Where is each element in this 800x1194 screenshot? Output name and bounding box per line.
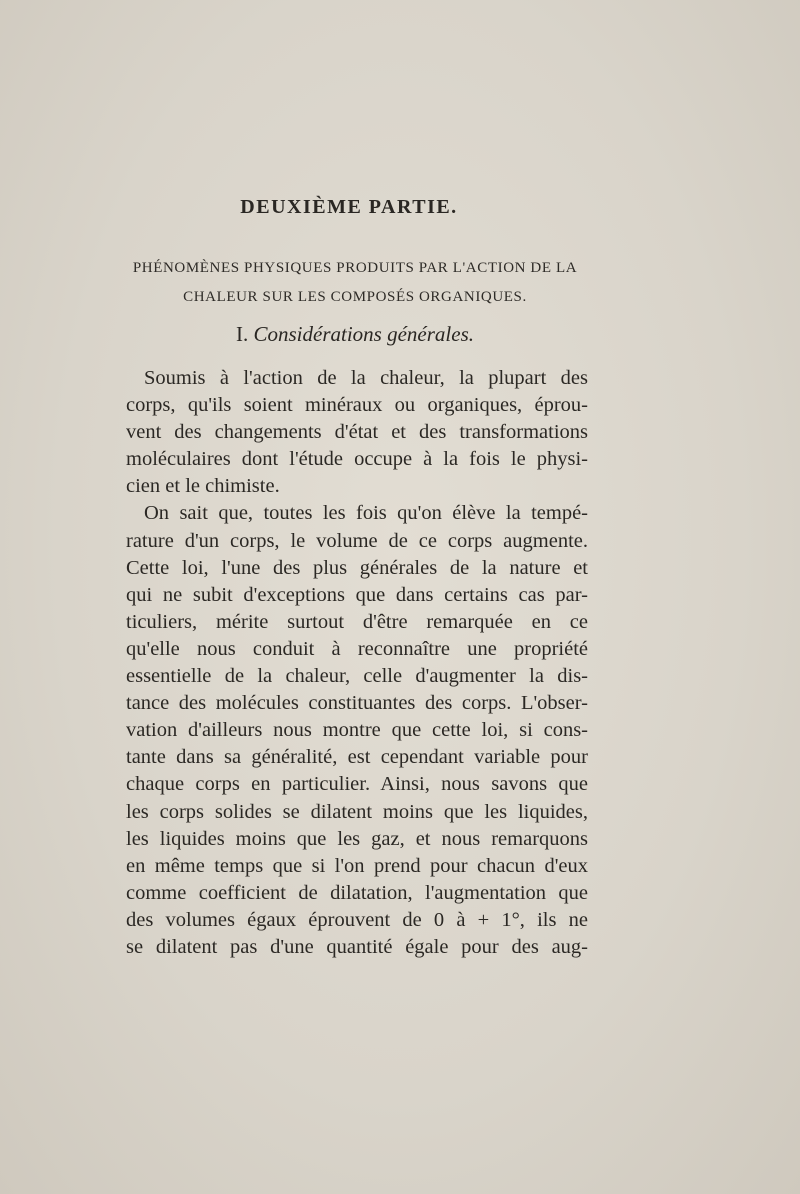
text-line: les corps solides se dilatent moins que les liquides, [126, 800, 588, 823]
text-line: des volumes égaux éprouvent de 0 à + 1°, ils ne [126, 908, 588, 931]
section-heading-line-2: CHALEUR SUR LES COMPOSÉS ORGANIQUES. [183, 289, 527, 305]
subsection-heading [0, 322, 710, 347]
text-line: comme coefficient de dilatation, l'augmentation que [126, 881, 588, 904]
text-line: qu'elle nous conduit à reconnaître une propriété [126, 637, 588, 660]
subsection-number: I. [236, 322, 249, 346]
text-line: en même temps que si l'on prend pour chacun d'eux [126, 854, 588, 877]
text-line: vent des changements d'état et des transformations [126, 421, 588, 444]
text-line: qui ne subit d'exceptions que dans certains cas par- [126, 583, 588, 606]
text-line: les liquides moins que les gaz, et nous remarquons [126, 827, 588, 850]
text-line: moléculaires dont l'étude occupe à la fois le physi- [126, 448, 588, 471]
text-line: rature d'un corps, le volume de ce corps augmente. [126, 529, 588, 552]
section-heading-line-1: PHÉNOMÈNES PHYSIQUES PRODUITS PAR L'ACTION DE LA [132, 260, 578, 276]
text-line: tance des molécules constituantes des corps. L'obser- [126, 692, 588, 715]
text-line: On sait que, toutes les fois qu'on élève la tempé- [144, 502, 588, 525]
text-line: se dilatent pas d'une quantité égale pour des aug- [126, 935, 588, 958]
part-title: DEUXIÈME PARTIE. [240, 196, 458, 218]
text-line: essentielle de la chaleur, celle d'augmenter la dis- [126, 665, 588, 688]
text-line: ticuliers, mérite surtout d'être remarquée en ce [126, 610, 588, 633]
text-line: chaque corps en particulier. Ainsi, nous savons que [126, 773, 588, 796]
text-line: Soumis à l'action de la chaleur, la plupart des [144, 367, 588, 389]
text-line: tante dans sa généralité, est cependant variable pour [126, 746, 588, 769]
subsection-title: Considérations générales. [253, 322, 474, 346]
text-line: corps, qu'ils soient minéraux ou organiques, éprou- [126, 394, 588, 417]
text-line: Cette loi, l'une des plus générales de la nature et [126, 556, 588, 579]
body-text [126, 365, 588, 961]
section-heading [120, 254, 590, 312]
text-line: vation d'ailleurs nous montre que cette loi, si cons- [126, 719, 588, 742]
text-line: cien et le chimiste. [126, 475, 280, 498]
